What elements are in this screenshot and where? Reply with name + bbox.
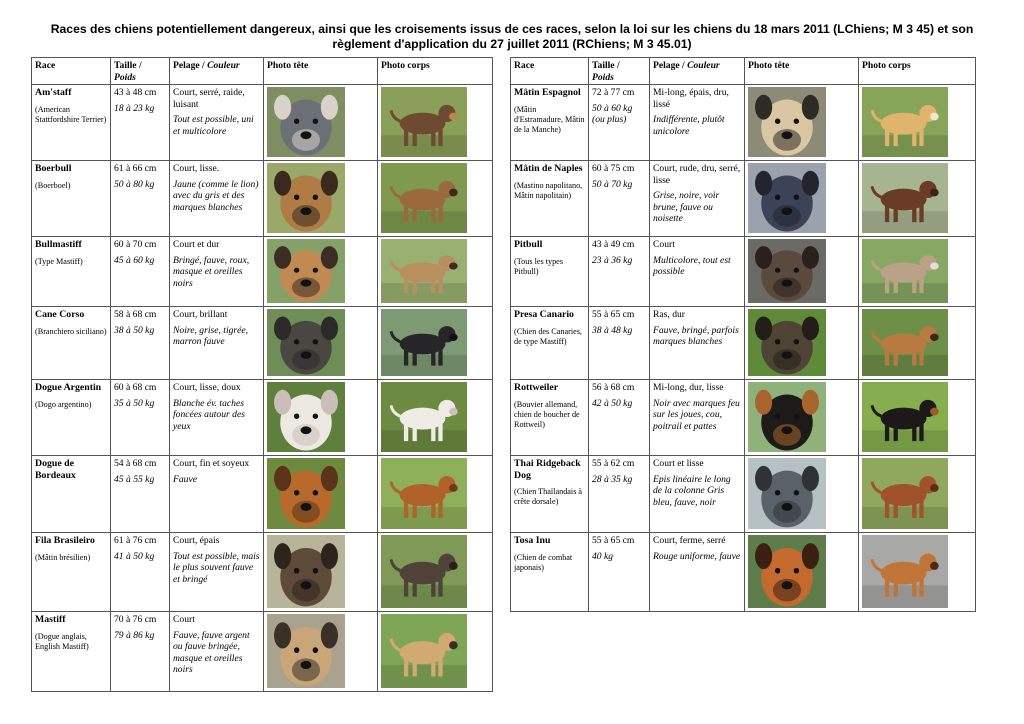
body-photo: [381, 382, 467, 452]
breed-weight: 50 à 80 kg: [114, 178, 155, 190]
breed-row-tosa-inu: [511, 533, 976, 612]
breed-row-matin-espagnol: [511, 85, 976, 161]
size-weight-cell: [111, 85, 170, 161]
body-photo-cell: [378, 85, 493, 161]
breed-weight: 42 à 50 kg: [592, 397, 633, 409]
breed-row-thai-ridgeback-dog: [511, 456, 976, 533]
header-taille-poids: [589, 58, 650, 85]
breed-weight: 41 à 50 kg: [114, 550, 155, 562]
body-photo-cell: [378, 533, 493, 612]
breed-height: 58 à 68 cm: [114, 309, 157, 320]
breed-weight: 50 à 60 kg (ou plus): [592, 102, 633, 125]
head-photo-cell: [264, 237, 378, 307]
coat-color-cell: [650, 85, 745, 161]
breed-weight: 38 à 48 kg: [592, 324, 633, 336]
breed-alt-names: (Chien Thaïlandais à crête dorsale): [514, 487, 583, 506]
race-cell: [32, 456, 111, 533]
breed-row-boerbull: [32, 161, 493, 237]
breed-height: 61 à 66 cm: [114, 163, 157, 174]
breed-name: Presa Canario: [514, 309, 574, 320]
header-race: Race: [511, 58, 589, 85]
breed-color: Rouge uniforme, fauve: [653, 550, 741, 562]
head-photo-cell: [745, 456, 859, 533]
breed-color: Epis linéaire le long de la colonne Gris bleu, fauve, noir: [653, 473, 731, 508]
breed-row-dogue-de-bordeaux: [32, 456, 493, 533]
breed-color: Tout est possible, uni et multicolore: [173, 114, 254, 137]
header-pelage-couleur: [170, 58, 264, 85]
head-photo: [748, 87, 826, 157]
breed-row-dogue-argentin: [32, 380, 493, 456]
race-cell: [32, 533, 111, 612]
header-photo-tete: Photo tête: [745, 58, 859, 85]
head-photo: [748, 535, 826, 608]
breed-height: 70 à 76 cm: [114, 614, 157, 625]
body-photo-cell: [378, 612, 493, 692]
breed-row-bullmastiff: [32, 237, 493, 307]
race-cell: [511, 237, 589, 307]
header-pelage: Pelage /: [173, 60, 205, 71]
breed-height: 56 à 68 cm: [592, 382, 635, 393]
breed-coat: Mi-long, dur, lisse: [653, 382, 724, 393]
breed-color: Blanche év. taches foncées autour des yeux: [173, 397, 245, 432]
body-photo: [862, 239, 948, 303]
breed-name: Rottweiler: [514, 382, 559, 393]
breed-alt-names: (Mastino napolitano, Mâtin napolitain): [514, 180, 583, 200]
breed-coat: Ras, dur: [653, 309, 685, 320]
table-header-row: [511, 58, 976, 85]
breed-name: Mâtin de Naples: [514, 163, 583, 174]
body-photo-cell: [859, 85, 976, 161]
body-photo: [381, 309, 467, 376]
breed-row-rottweiler: [511, 380, 976, 456]
race-cell: [511, 161, 589, 237]
breed-alt-names: (Mâtin d'Estramadure, Mâtin de la Manche): [514, 104, 585, 134]
coat-color-cell: [170, 237, 264, 307]
race-cell: [511, 533, 589, 612]
breed-coat: Court: [653, 239, 675, 250]
head-photo: [267, 614, 345, 688]
breed-alt-names: (Branchiero siciliano): [35, 326, 107, 336]
breed-weight: 79 à 86 kg: [114, 629, 155, 641]
coat-color-cell: [170, 456, 264, 533]
size-weight-cell: [111, 456, 170, 533]
breed-coat: Court, lisse.: [173, 163, 220, 174]
breed-color: Fauve, fauve argent ou fauve bringée, masque et oreilles noirs: [173, 629, 250, 675]
breed-name: Cane Corso: [35, 309, 85, 320]
head-photo: [748, 382, 826, 452]
breed-name: Pitbull: [514, 239, 543, 250]
size-weight-cell: [111, 161, 170, 237]
breed-name: Tosa Inu: [514, 535, 551, 546]
header-taille-poids: [111, 58, 170, 85]
breed-row-fila-brasileiro: [32, 533, 493, 612]
breed-row-presa-canario: [511, 307, 976, 380]
breed-alt-names: (Bouvier allemand, chien de boucher de Rottweil): [514, 399, 580, 429]
race-cell: [511, 456, 589, 533]
size-weight-cell: [589, 456, 650, 533]
header-couleur: Couleur: [687, 60, 720, 71]
breed-row-pitbull: [511, 237, 976, 307]
breed-name: Dogue Argentin: [35, 382, 102, 393]
breed-name: Fila Brasileiro: [35, 535, 95, 546]
body-photo-cell: [378, 161, 493, 237]
breed-weight: 28 à 35 kg: [592, 473, 633, 485]
head-photo: [267, 382, 345, 452]
breed-row-matin-de-naples: [511, 161, 976, 237]
breed-height: 55 à 65 cm: [592, 309, 635, 320]
breed-name: Mâtin Espagnol: [514, 87, 581, 98]
header-pelage: Pelage /: [653, 60, 685, 71]
breed-name: Mastiff: [35, 614, 66, 625]
size-weight-cell: [111, 307, 170, 380]
breed-weight: 40 kg: [592, 550, 614, 562]
body-photo: [381, 614, 467, 688]
breed-coat: Court: [173, 614, 195, 625]
breed-alt-names: (Dogo argentino): [35, 399, 92, 409]
coat-color-cell: [650, 307, 745, 380]
breed-name: Am'staff: [35, 87, 72, 98]
body-photo: [862, 163, 948, 233]
head-photo: [267, 163, 345, 233]
body-photo: [862, 535, 948, 608]
head-photo: [267, 535, 345, 608]
size-weight-cell: [111, 237, 170, 307]
race-cell: [511, 307, 589, 380]
header-pelage-couleur: [650, 58, 745, 85]
head-photo-cell: [745, 533, 859, 612]
body-photo: [862, 87, 948, 157]
body-photo: [862, 382, 948, 452]
breed-weight: 18 à 23 kg: [114, 102, 155, 114]
breed-height: 72 à 77 cm: [592, 87, 635, 98]
breed-name: Dogue de Bordeaux: [35, 458, 76, 481]
coat-color-cell: [650, 237, 745, 307]
head-photo: [748, 239, 826, 303]
breed-height: 55 à 62 cm: [592, 458, 635, 469]
size-weight-cell: [111, 380, 170, 456]
body-photo-cell: [378, 380, 493, 456]
coat-color-cell: [170, 612, 264, 692]
head-photo-cell: [745, 85, 859, 161]
size-weight-cell: [589, 307, 650, 380]
race-cell: [511, 380, 589, 456]
size-weight-cell: [111, 612, 170, 692]
body-photo-cell: [378, 237, 493, 307]
head-photo-cell: [264, 456, 378, 533]
coat-color-cell: [170, 161, 264, 237]
breed-weight: 50 à 70 kg: [592, 178, 633, 190]
head-photo-cell: [264, 612, 378, 692]
breed-coat: Court, rude, dru, serré, lisse: [653, 163, 741, 186]
head-photo: [267, 458, 345, 529]
breed-name: Boerbull: [35, 163, 72, 174]
header-photo-corps: Photo corps: [859, 58, 976, 85]
race-cell: [32, 612, 111, 692]
breed-alt-names: (Chien des Canaries, de type Mastiff): [514, 326, 582, 346]
breed-alt-names: (Mâtin brésilien): [35, 552, 91, 562]
breed-coat: Mi-long, épais, dru, lissé: [653, 87, 729, 110]
breed-color: Tout est possible, mais le plus souvent fauve et bringé: [173, 550, 260, 585]
breed-height: 60 à 75 cm: [592, 163, 635, 174]
header-taille: Taille /: [592, 60, 620, 71]
header-poids: Poids: [592, 71, 614, 83]
body-photo: [381, 239, 467, 303]
head-photo-cell: [745, 307, 859, 380]
size-weight-cell: [589, 161, 650, 237]
breed-coat: Court, serré, raide, luisant: [173, 87, 245, 110]
breed-height: 55 à 65 cm: [592, 535, 635, 546]
breed-height: 60 à 68 cm: [114, 382, 157, 393]
body-photo-cell: [378, 307, 493, 380]
header-photo-corps: Photo corps: [378, 58, 493, 85]
race-cell: [32, 380, 111, 456]
body-photo-cell: [859, 456, 976, 533]
breed-color: Grise, noire, voir brune, fauve ou noisette: [653, 190, 720, 224]
breed-name: Thai Ridgeback Dog: [514, 458, 581, 481]
header-taille: Taille /: [114, 60, 142, 71]
breed-weight: 45 à 60 kg: [114, 254, 155, 266]
race-cell: [32, 237, 111, 307]
head-photo: [748, 458, 826, 529]
head-photo-cell: [745, 380, 859, 456]
body-photo-cell: [859, 161, 976, 237]
breeds-table-right: [510, 57, 976, 612]
breed-row-mastiff: [32, 612, 493, 692]
head-photo-cell: [264, 307, 378, 380]
breed-height: 54 à 68 cm: [114, 458, 157, 469]
body-photo: [381, 535, 467, 608]
coat-color-cell: [650, 533, 745, 612]
header-race: Race: [32, 58, 111, 85]
race-cell: [32, 307, 111, 380]
coat-color-cell: [170, 307, 264, 380]
coat-color-cell: [650, 380, 745, 456]
header-couleur: Couleur: [207, 60, 240, 71]
size-weight-cell: [111, 533, 170, 612]
head-photo: [267, 239, 345, 303]
head-photo-cell: [264, 533, 378, 612]
coat-color-cell: [650, 456, 745, 533]
page-title: [30, 22, 994, 52]
breed-height: 60 à 70 cm: [114, 239, 157, 250]
breed-alt-names: (Tous les types Pitbull): [514, 256, 564, 276]
breed-color: Bringé, fauve, roux, masque et oreilles noirs: [173, 254, 250, 289]
breed-color: Noir avec marques feu sur les joues, cou, poitrail et pattes: [653, 397, 740, 432]
size-weight-cell: [589, 85, 650, 161]
breed-coat: Court et dur: [173, 239, 220, 250]
head-photo: [748, 309, 826, 376]
body-photo-cell: [378, 456, 493, 533]
body-photo: [381, 163, 467, 233]
breed-alt-names: (Dogue anglais, English Mastiff): [35, 631, 89, 651]
size-weight-cell: [589, 533, 650, 612]
head-photo: [267, 87, 345, 157]
coat-color-cell: [170, 380, 264, 456]
head-photo-cell: [745, 237, 859, 307]
head-photo: [748, 163, 826, 233]
head-photo-cell: [745, 161, 859, 237]
head-photo-cell: [264, 85, 378, 161]
breed-alt-names: (Chien de combat japonais): [514, 552, 573, 572]
table-header-row: [32, 58, 493, 85]
breed-coat: Court, lisse, doux: [173, 382, 241, 393]
breed-alt-names: (American Stattfordshire Terrier): [35, 104, 107, 124]
head-photo-cell: [264, 161, 378, 237]
breed-color: Jaune (comme le lion) avec du gris et des marques blanches: [173, 178, 259, 213]
coat-color-cell: [170, 533, 264, 612]
breed-color: Multicolore, tout est possible: [653, 254, 731, 277]
body-photo-cell: [859, 533, 976, 612]
breed-row-am-staff: [32, 85, 493, 161]
breed-weight: 23 à 36 kg: [592, 254, 633, 266]
size-weight-cell: [589, 237, 650, 307]
coat-color-cell: [170, 85, 264, 161]
body-photo: [862, 458, 948, 529]
body-photo: [862, 309, 948, 376]
size-weight-cell: [589, 380, 650, 456]
breed-name: Bullmastiff: [35, 239, 82, 250]
race-cell: [32, 161, 111, 237]
breed-height: 43 à 48 cm: [114, 87, 157, 98]
body-photo: [381, 87, 467, 157]
race-cell: [32, 85, 111, 161]
breed-color: Fauve, bringé, parfois marques blanches: [653, 324, 739, 347]
head-photo: [267, 309, 345, 376]
race-cell: [511, 85, 589, 161]
breeds-table-left: [31, 57, 493, 692]
body-photo-cell: [859, 307, 976, 380]
breed-height: 43 à 49 cm: [592, 239, 635, 250]
header-poids: Poids: [114, 71, 136, 83]
breed-weight: 35 à 50 kg: [114, 397, 155, 409]
breed-coat: Court, ferme, serré: [653, 535, 726, 546]
breed-color: Noire, grise, tigrée, marron fauve: [173, 324, 249, 347]
breed-alt-names: (Type Mastiff): [35, 256, 83, 266]
breed-coat: Court et lisse: [653, 458, 704, 469]
body-photo-cell: [859, 237, 976, 307]
breed-color: Indifférente, plutôt unicolore: [653, 114, 725, 137]
coat-color-cell: [650, 161, 745, 237]
body-photo-cell: [859, 380, 976, 456]
breed-coat: Court, fin et soyeux: [173, 458, 250, 469]
title-line-1: Races des chiens potentiellement dangereux, ainsi que les croisements issus de ces races, selon la loi sur les chiens du 18 mars 2011 (LChiens; M 3 45) et son: [50, 22, 974, 36]
body-photo: [381, 458, 467, 529]
title-line-2: règlement d'application du 27 juillet 2011 (RChiens; M 3 45.01): [332, 37, 692, 51]
breed-weight: 38 à 50 kg: [114, 324, 155, 336]
breed-coat: Court, épais: [173, 535, 220, 546]
breed-color: Fauve: [173, 473, 197, 485]
head-photo-cell: [264, 380, 378, 456]
header-photo-tete: Photo tête: [264, 58, 378, 85]
breed-coat: Court, brillant: [173, 309, 228, 320]
breed-height: 61 à 76 cm: [114, 535, 157, 546]
breed-weight: 45 à 55 kg: [114, 473, 155, 485]
breed-alt-names: (Boerboel): [35, 180, 71, 190]
breed-row-cane-corso: [32, 307, 493, 380]
